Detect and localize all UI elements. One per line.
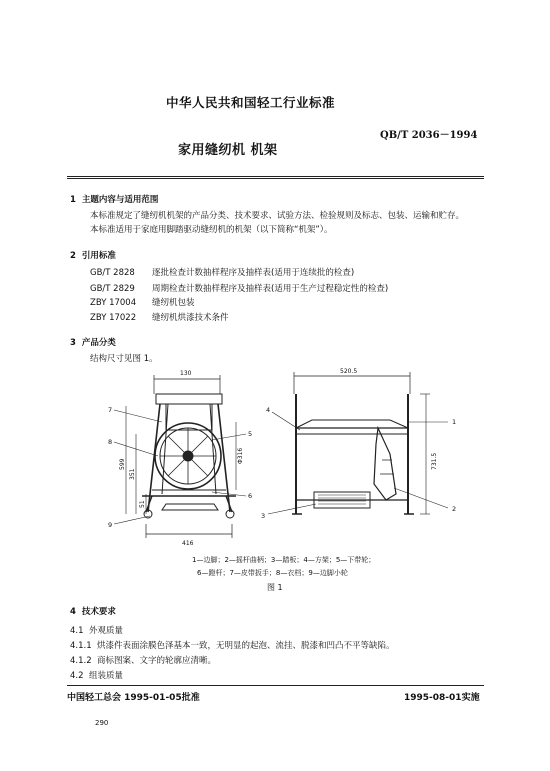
reference-code: ZBY 17022	[90, 313, 137, 323]
figure-1-drawing	[90, 364, 480, 550]
side-view	[114, 375, 246, 538]
section-3-heading	[70, 336, 116, 348]
section-1-heading	[70, 193, 158, 205]
section-title: 技术要求	[81, 607, 116, 617]
footer-divider	[67, 685, 484, 686]
subsection-text: 烘漆件表面涂膜色泽基本一致，无明显的起泡、流挂、脱漆和凹凸不平等缺陷。	[97, 641, 395, 651]
section-number: 3	[70, 338, 76, 348]
section-1-paragraph-2: 本标准适用于家庭用脚踏驱动缝纫机的机架（以下简称“机架”）。	[90, 225, 333, 235]
figure-legend-line-1: 1—边脚；2—摇杆曲柄；3—踏板；4—方架；5—下带轮；	[192, 556, 376, 564]
section-title: 引用标准	[81, 251, 116, 261]
section-title: 主题内容与适用范围	[81, 195, 159, 205]
reference-row	[90, 283, 388, 296]
header-divider	[67, 176, 484, 177]
subsection-text: 外观质量	[88, 626, 123, 636]
subsection-number: 4.1.1	[70, 641, 92, 651]
dim-599: 599	[119, 458, 126, 470]
section-number: 4	[70, 607, 76, 617]
section-number: 2	[70, 251, 76, 261]
part-label-6: 6	[248, 492, 253, 500]
page-number: 290	[95, 719, 109, 727]
part-label-5: 5	[248, 430, 253, 438]
dim-416: 416	[182, 540, 194, 547]
front-view	[268, 372, 448, 514]
section-2-heading	[70, 249, 116, 261]
section-4-heading	[70, 605, 116, 617]
dim-731-5: 731.5	[431, 452, 438, 470]
reference-code: GB/T 2828	[90, 268, 135, 278]
part-label-1: 1	[452, 418, 457, 426]
subsection-text: 组装质量	[88, 671, 123, 681]
part-label-2: 2	[452, 505, 457, 513]
reference-row	[90, 267, 354, 280]
section-number: 1	[70, 195, 76, 205]
section-1-paragraph-1: 本标准规定了缝纫机机架的产品分类、技术要求、试验方法、检验规则及标志、包装、运输和贮存。	[90, 211, 465, 221]
reference-title: 缝纫机包装	[152, 298, 195, 308]
standard-org-title: 中华人民共和国轻工行业标准	[166, 95, 336, 110]
subsection-4-1	[70, 625, 123, 638]
standard-code: QB/T 2036－1994	[380, 130, 478, 141]
figure-caption: 图 1	[267, 583, 283, 592]
figure-legend-line-2: 6—蹬杆；7—皮带扳手；8—衣档；9—边脚小轮	[197, 569, 348, 577]
subsection-text: 商标图案、文字的轮廓应清晰。	[97, 656, 217, 666]
part-label-4: 4	[266, 406, 271, 414]
subsection-number: 4.1	[70, 626, 84, 636]
part-label-9: 9	[108, 521, 113, 529]
subsection-4-1-2	[70, 655, 216, 668]
reference-row	[90, 297, 195, 310]
reference-code: GB/T 2829	[90, 284, 135, 294]
part-label-8: 8	[108, 438, 113, 446]
reference-title: 逐批检查计数抽样程序及抽样表(适用于连续批的检查)	[152, 268, 355, 278]
subsection-number: 4.1.2	[70, 656, 92, 666]
reference-title: 缝纫机烘漆技术条件	[152, 313, 229, 323]
reference-title: 周期检查计数抽样程序及抽样表(适用于生产过程稳定性的检查)	[152, 284, 389, 294]
reference-row	[90, 312, 229, 325]
dim-phi-316: Φ316	[237, 447, 244, 464]
subsection-4-2	[70, 670, 123, 683]
part-label-3: 3	[261, 512, 266, 520]
dim-130: 130	[180, 370, 192, 377]
part-label-7: 7	[108, 406, 113, 414]
dim-351: 351	[129, 468, 136, 480]
document-title: 家用缝纫机 机架	[178, 143, 278, 158]
dim-51: 51	[139, 500, 146, 508]
reference-code: ZBY 17004	[90, 298, 137, 308]
approval-date: 中国轻工总会 1995-01-05批准	[67, 693, 200, 703]
section-3-paragraph: 结构尺寸见图 1。	[90, 354, 158, 364]
effective-date: 1995-08-01实施	[404, 693, 480, 703]
subsection-number: 4.2	[70, 671, 84, 681]
subsection-4-1-1	[70, 640, 395, 653]
dim-520-5: 520.5	[340, 368, 358, 375]
header-divider-2	[67, 178, 484, 179]
section-title: 产品分类	[81, 338, 116, 348]
